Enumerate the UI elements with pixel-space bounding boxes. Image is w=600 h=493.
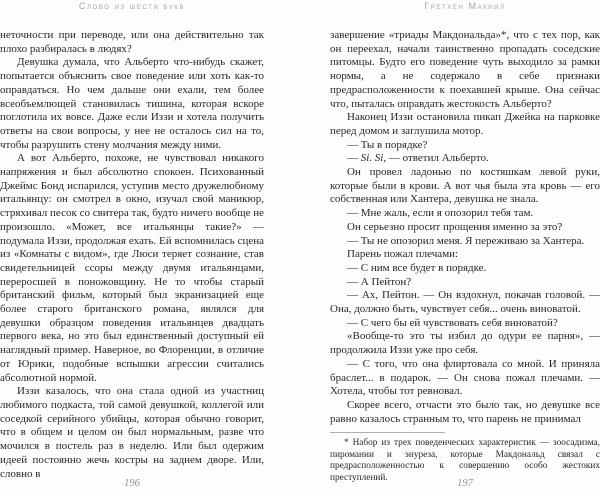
paragraph: Иззи казалось, что она стала одной из участниц любимого подкаста, той самой девушкой, коллегой или соседкой серийного убийцы, которая обычно говорит, что в общем и целом он был нормальным, разве что мочился в постель раз в неделю. Или был одержим идеей постоянно жечь костры на заднем дворе. Или, словно в	[0, 385, 264, 480]
page-number-left: 196	[124, 478, 140, 489]
paragraph: Парень пожал плечами:	[347, 248, 459, 261]
paragraph: — С ним все будет в порядке.	[347, 261, 487, 274]
paragraph: Девушка думала, что Альберто что-нибудь скажет, попытается объяснить свое поведение или хоть как-то оправдаться. Но чем дальше они ехали, тем более всеобъемлющей становилась тишина, которая вскоре поглотила их вовсе. Даже если Иззи и хотела получить ответы на свои вопросы, у нее не осталось сил на то, чтобы разрушить стену молчания между ними.	[0, 56, 264, 151]
paragraph: — А Пейтон?	[347, 275, 412, 288]
left-page-text	[0, 29, 264, 481]
paragraph: — Ах, Пейтон. — Он вздохнул, покачав головой. — Она, должно быть, чувствует себя... очень виноватой.	[330, 289, 600, 316]
paragraph: Наконец Иззи остановила пикап Джейка на парковке перед домом и заглушила мотор.	[330, 111, 600, 137]
right-page	[330, 0, 600, 493]
footnote-text: * Набор из трех поведенческих характеристик — зоосадизма, пиромании и энуреза, которые Макдональд связал с предрасположенностью к совершению особо жестоких преступлений.	[330, 438, 600, 483]
footnote	[330, 432, 600, 484]
footnote-divider	[330, 432, 445, 433]
page-number-right: 197	[457, 478, 473, 489]
paragraph: «Вообще-то это ты избил до одури ее парня», — продолжила Иззи уже про себя.	[330, 330, 600, 357]
paragraph: — С чего бы ей чувствовать себя виноватой?	[347, 316, 558, 329]
running-header-right: Гретхен Макнил	[424, 1, 506, 11]
paragraph: завершение «триады Макдональда»*, что с тех пор, как он переехал, начали таинственно пропадать соседские питомцы. Будто его поведение чуть выходило за рамки нормы, а не содержало в себе признаки предрасположенности к поехавшей крыше. Она сейчас что, пыталась оправдать жестокость Альберто?	[330, 29, 600, 110]
left-page	[0, 0, 264, 493]
right-page-text	[330, 29, 600, 426]
paragraph: неточности при переводе, или она действительно так плохо разбиралась в людях?	[0, 29, 264, 55]
paragraph: Скорее всего, отчасти это было так, но девушке все равно казалось странным то, что парень не принимал	[330, 398, 600, 425]
running-header-left: Слово из шести букв	[78, 1, 186, 11]
paragraph: — Si. Si, — ответил Альберто.	[347, 152, 489, 165]
paragraph: А вот Альберто, похоже, не чувствовал никакого напряжения и был абсолютно спокоен. Психованный Джеймс Бонд испарился, уступив место дружелюбному итальянцу: он смотрел в окно, изучал свой маникюр, стряхивал песок со свитера так, будто ничего вообще не произошло. «Может, все итальянцы такие?» — подумала Иззи, продолжая ехать. Ей вспомнилась сцена из «Комнаты с видом», где Люси теряет сознание, став свидетельницей ссоры между двумя итальянцами, переросшей в поножовщину. Не то чтобы старый британский фильм, который был экранизацией еще более старого британского романа, являлся для девушки образцом поведения итальянцев двадцать первого века, но это был единственный доступный ей наглядный пример. Наверное, во Флоренции, в отличие от Юрики, подобные вспышки агрессии считались абсолютной нормой.	[0, 152, 264, 384]
paragraph: — Ты в порядке?	[347, 138, 428, 151]
paragraph: Он серьезно просит прощения именно за это?	[347, 220, 563, 233]
paragraph: — Мне жаль, если я опозорил тебя там.	[347, 207, 534, 220]
paragraph: Он провел ладонью по костяшкам левой руки, которые были в крови. А вот чья была эта кровь — его собственная или Хантера, девушка не знала.	[330, 166, 600, 206]
paragraph: — С того, что она флиртовала со мной. И приняла браслет... в подарок. — Он снова пожал плечами. — Хотела, чтобы тот ревновал.	[330, 357, 600, 398]
paragraph: — Ты не опозорил меня. Я переживаю за Хантера.	[347, 234, 585, 247]
